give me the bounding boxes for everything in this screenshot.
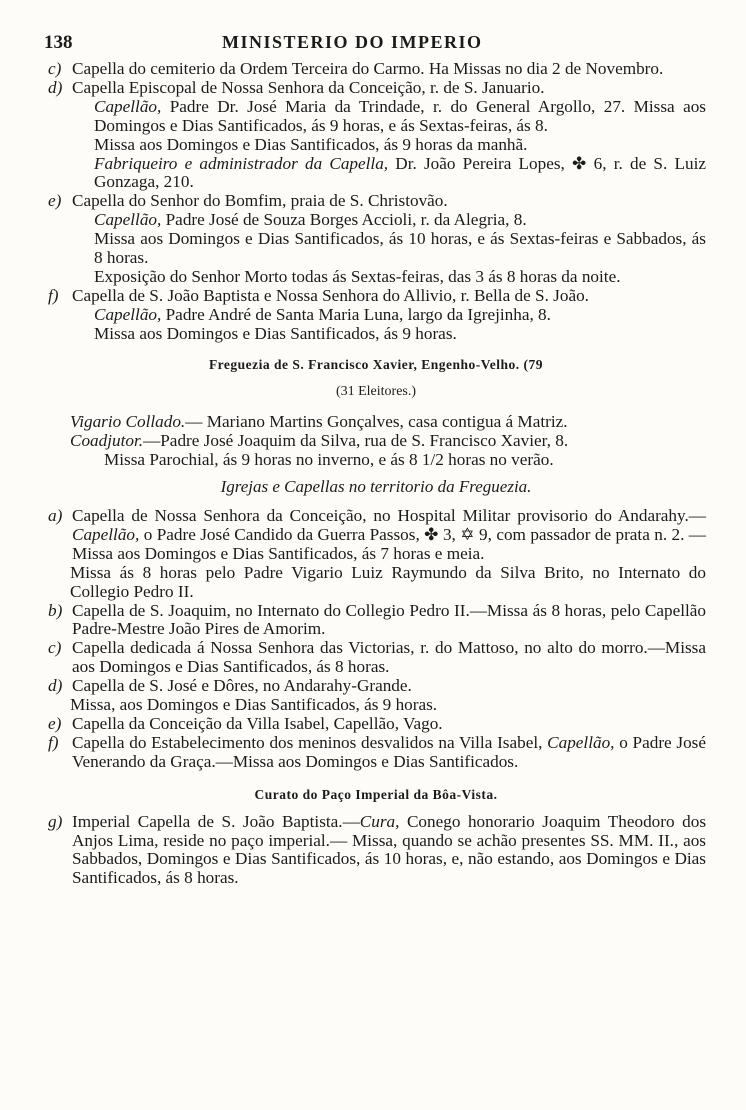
section-title: Freguezia de S. Francisco Xavier, Engenho-Velho. (79	[208, 356, 544, 372]
entry-d: d) Capella Episcopal de Nossa Senhora da Conceição, r. de S. Januario. Capellão, Padre Dr. José Maria da Trindade, r. do General Argollo, 27. Missa aos Domingos e Dias Santificados, ás 9 horas, e ás Sextas-feiras, ás 8. Missa aos Domingos e Dias Santificados, ás 9 horas da manhã. Fabriqueiro e administrador da Capella, Dr. João Pereira Lopes, ✤ 6, r. de S. Luiz Gonzaga, 210.	[48, 77, 706, 192]
capellao-line: Capellão, Padre André de Santa Maria Luna, largo da Igrejinha, 8.	[94, 304, 551, 324]
chapel-entry: a) Capella de Nossa Senhora da Conceição, no Hospital Militar provisorio do Andarahy.— Capellão, o Padre José Candido da Guerra Passos, ✤ 3, ✡ 9, com passador de prata n. 2. —Missa aos Domingos e Dias Santificados, ás 7 horas e meia. Missa ás 8 horas pelo Padre Vigario Luiz Raymundo da Silva Brito, no Internato do Collegio Pedro II.	[48, 506, 706, 601]
section-subtitle: (31 Eleitores.)	[335, 383, 417, 399]
entry-label: a)	[48, 506, 63, 526]
entry-label: d)	[48, 676, 63, 696]
entry-label: f)	[48, 732, 59, 752]
chapel-entry: c) Capella dedicada á Nossa Senhora das Victorias, r. do Mattoso, no alto do morro.—Missa aos Domingos e Dias Santificados, ás 8 horas.	[48, 638, 706, 677]
chapel-entry: e) Capella da Conceição da Villa Isabel, Capellão, Vago.	[48, 714, 443, 733]
entry-extra: Missa, aos Domingos e Dias Santificados, ás 9 horas.	[70, 695, 438, 715]
capellao-line: Capellão, Padre José de Souza Borges Accioli, r. da Alegria, 8.	[94, 210, 527, 230]
entry-c: c) Capella do cemiterio da Ordem Terceira do Carmo. Ha Missas no dia 2 de Novembro.	[48, 59, 664, 78]
entry-e: e) Capella do Senhor do Bomfim, praia de S. Christovão. Capellão, Padre José de Souza Borges Accioli, r. da Alegria, 8. Missa aos Domingos e Dias Santificados, ás 10 horas, e ás Sextas-feiras e Sabbados, ás 8 horas. Exposição do Senhor Morto todas ás Sextas-feiras, das 3 ás 8 horas da noite.	[48, 191, 706, 286]
capellao-line: Capellão, Padre Dr. José Maria da Trindade, r. do General Argollo, 27. Missa aos Domingos e Dias Santificados, ás 9 horas, e ás Sextas-feiras, ás 8.	[94, 96, 706, 135]
entry-label: f)	[48, 285, 59, 305]
entry-label: g)	[48, 811, 63, 831]
chapel-entry: d) Capella de S. José e Dôres, no Andarahy-Grande. Missa, aos Domingos e Dias Santificados, ás 9 horas.	[46, 677, 706, 715]
chapel-list-2	[46, 813, 706, 889]
entry-label: c)	[48, 638, 62, 658]
chapel-entry: f) Capella do Estabelecimento dos meninos desvalidos na Villa Isabel, Capellão, o Padre José Venerando da Graça.—Missa aos Domingos e Dias Santificados.	[48, 732, 706, 771]
fabriqueiro-line: Fabriqueiro e administrador da Capella, Dr. João Pereira Lopes, ✤ 6, r. de S. Luiz Gonzaga, 210.	[94, 153, 706, 192]
entry-f: f) Capella de S. João Baptista e Nossa Senhora do Allivio, r. Bella de S. João. Capellão, Padre André de Santa Maria Luna, largo da Igrejinha, 8. Missa aos Domingos e Dias Santificados, ás 9 horas.	[46, 287, 706, 344]
page-number: 138	[44, 32, 73, 53]
coadjutor-line: Coadjutor.—Padre José Joaquim da Silva, rua de S. Francisco Xavier, 8.	[70, 431, 569, 451]
entry-label: b)	[48, 600, 63, 620]
entry-label: d)	[48, 77, 63, 97]
section-title-2: Curato do Paço Imperial da Bôa-Vista.	[254, 786, 498, 802]
chapel-entry: b) Capella de S. Joaquim, no Internato do Collegio Pedro II.—Missa ás 8 horas, pelo Capellão Padre-Mestre João Pires de Amorim.	[48, 600, 706, 639]
entry-extra: Missa ás 8 horas pelo Padre Vigario Luiz Raymundo da Silva Brito, no Internato do Collegio Pedro II.	[70, 562, 706, 601]
page-body	[46, 60, 706, 888]
running-header	[44, 32, 704, 58]
chapel-entry: g) Imperial Capella de S. João Baptista.—Cura, Conego honorario Joaquim Theodoro dos Anjos Lima, reside no paço imperial.— Missa, quando se achão presentes SS. MM. II., aos Sabbados, Domingos e Dias Santificados, ás 10 horas, e, não estando, aos Domingos e Dias Santificados, ás 8 horas.	[48, 811, 707, 888]
section-heading: Igrejas e Capellas no territorio da Freguezia.	[220, 477, 532, 497]
entry-label: e)	[48, 714, 62, 733]
entry-label: c)	[48, 59, 62, 78]
vigario-line: Vigario Collado.— Mariano Martins Gonçalves, casa contigua á Matriz.	[70, 412, 568, 432]
page-title: MINISTERIO DO IMPERIO	[222, 32, 483, 52]
missa-parochial: Missa Parochial, ás 9 horas no inverno, e ás 8 1/2 horas no verão.	[104, 450, 554, 470]
entry-label: e)	[48, 191, 62, 211]
chapel-list	[46, 507, 706, 772]
